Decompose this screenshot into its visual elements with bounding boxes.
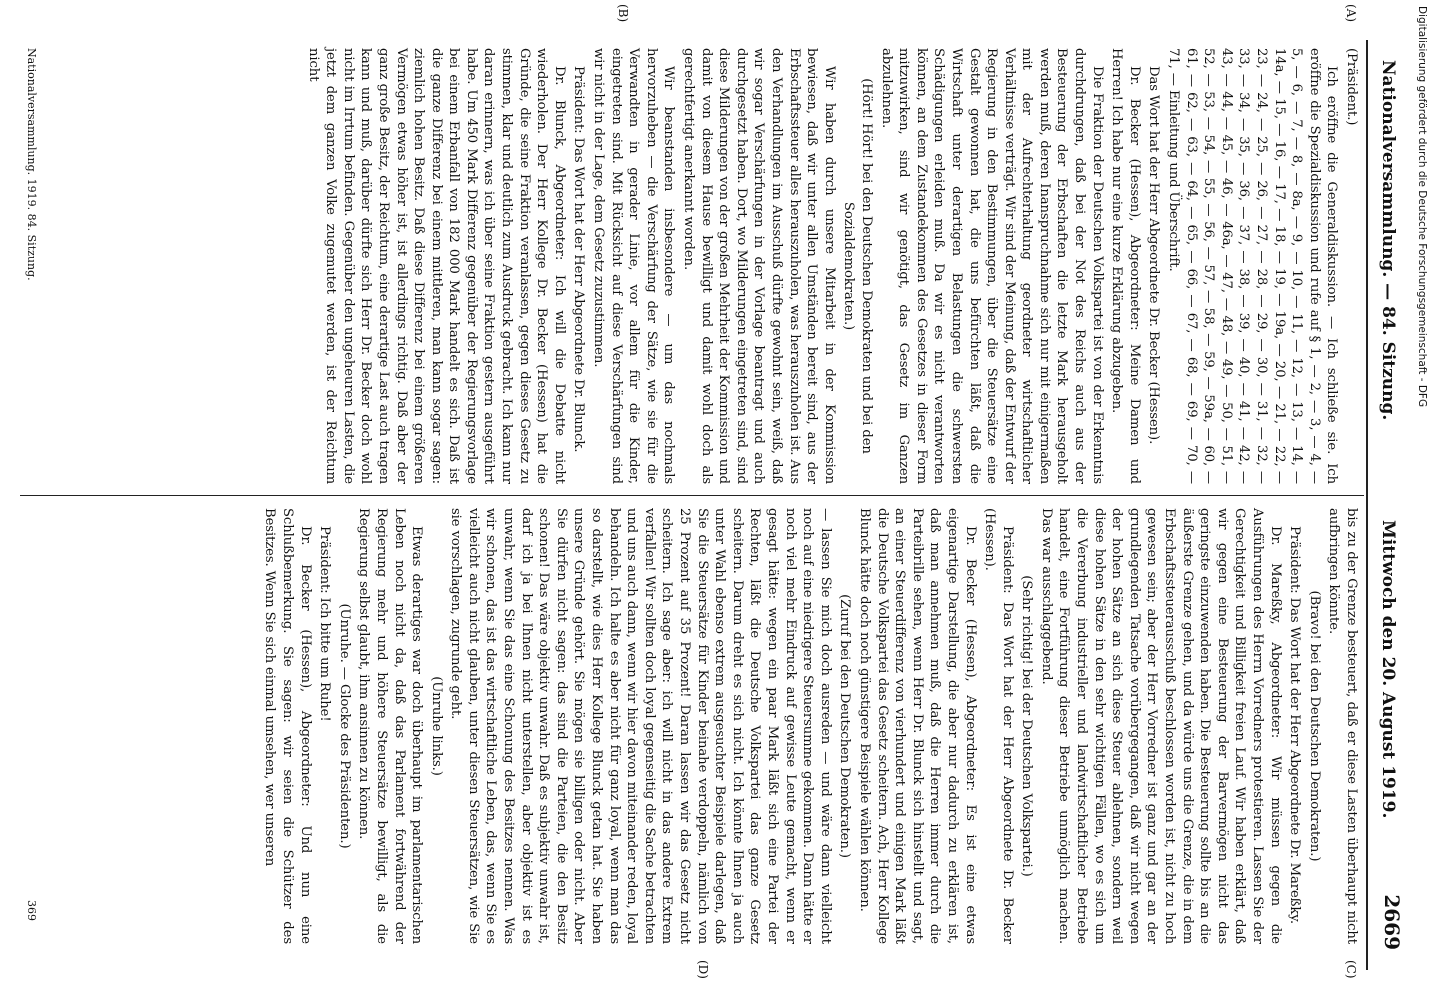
paragraph: Die Fraktion der Deutschen Volkspartei ist von der Erkenntnis durchdrungen, daß bei der Not des Reichs auch aus der Besteuerung der Erbschaften die letzte Mark herausgeholt werden muß, deren Inanspruchnahme sich nur mit einigermaßen mit der Aufrechterhaltung geordneter wirtschaftlicher Verhältnisse verträgt. Wir sind der Meinung, daß der Entwurf der Regierung in den Bestimmungen, über die Steuersätze eine Gestalt gewonnen hat, die uns befürchten läßt, daß die Wirtschaft unter derartigen Belastungen die schwersten Schädigungen erleiden muß. Da wir es nicht verantworten können, an dem Zustandekommen des Gesetzes in dieser Form mitzuwirken, sind wir genötigt, das Gesetz im Ganzen abzulehnen. <box>878 48 1105 484</box>
paragraph: — lassen Sie mich doch ausreden — und wäre dann vielleicht noch auf eine niedrigere Steuersumme gekommen. Dann hätte er noch viel mehr Eindruck auf gewisse Leute gemacht, wenn er gesagt hätte: wegen ein paar Mark läßt sich eine Partei der Rechten, läßt die Deutsche Volkspartei das ganze Gesetz scheitern. Darum dreht es sich nicht. Ich könnte Ihnen ja auch unter Wahl ebenso extrem ausgesuchter Beispiele darlegen, daß Sie die Steuersätze für Kinder beinahe verdoppeln, nämlich von 25 Prozent auf 35 Prozent! Daran lassen wir das Gesetz nicht scheitern. Ich sage aber: ich will nicht in das andere Extrem verfallen! Wir sollten doch loyal gegenseitig die Sache betrachten und uns auch dann, wenn wir hier davon miteinander reden, loyal behandeln. Ich halte es aber nicht für ganz loyal, wenn man das so darstellt, wie dies Herr Kollege Blunck getan hat. Sie haben unsere Gründe gehört. Sie mögen sie billigen oder nicht. Aber Sie dürfen nicht sagen: das sind die Parteien, die den Besitz schonen! Das wäre objektiv unwahr. Daß es subjektiv unwahr ist, darf ich ja bei Ihnen nicht unterstellen, aber objektiv ist es unwahr, wenn Sie das eine Schonung des Besitzes nennen. Was wir schonen, das ist das wirtschaftliche Leben, das, wenn Sie es vielleicht auch nicht glauben, unter diesen Steuersätzen, wie Sie sie vorschlagen, zugrunde geht. <box>448 508 833 944</box>
paragraph: Präsident: Das Wort hat der Herr Abgeordnete Dr. Becker (Hessen). <box>982 508 1015 944</box>
paragraph: Ich eröffne die Generaldiskussion. — Ich schließe sie. Ich eröffne die Spezialdiskussion und rufe auf § 1, — 2, — 3, — 4, — 5, — 6, — 7, — 8, — 8a, — 9, — 10, — 11, — 12, — 13, — 14, — 14a, — 15, — 16, — 17, — 18, — 19, — 19a, — 20, — 21, — 22, — 23, — 24, — 25, — 26, — 27, — 28, — 29, — 30, — 31, — 32, — 33, — 34, — 35, — 36, — 37, — 38, — 39, — 40, — 41, — 42, — 43, — 44, — 45, — 46, — 46a, — 47, — 48, — 49, — 50, — 51, — 52, — 53, — 54, — 55, — 56, — 57, — 58, — 59, — 59a, — 60, — 61, — 62, — 63, — 64, — 65, — 66, — 67, — 68, — 69, — 70, — 71, — Einleitung und Überschrift. <box>1166 48 1340 484</box>
paragraph: Dr. Becker (Hessen), Abgeordneter: Und nun eine Schlußbemerkung. Sie sagen: wir seien die Schützer des Besitzes. Wenn Sie sich einmal umsehen, wer unseren <box>262 508 313 944</box>
interjection: (Bravo! bei den Deutschen Demokraten.) <box>1306 590 1322 862</box>
paragraph: Dr. Mareßky, Abgeordneter: Wir müssen gegen die Ausführungen des Herrn Vorredners protestieren. Lassen Sie der Gerechtigkeit und Billigkeit freien Lauf. Wir haben erklärt, daß wir gegen eine Besteuerung der Barvermögen nicht das geringste einzuwenden haben. Die Besteuerung sollte bis an die äußerste Grenze gehen, und da würde uns die Grenze, die in dem Erbschaftssteuerausschuß beschlossen worden ist, nicht zu hoch gewesen sein; aber der Herr Vorredner ist ganz und gar an der grundlegenden Tatsache vorübergegangen, daß wir nicht wegen der hohen Sätze an sich diese Steuer ablehnen, sondern weil diese hohen Sätze in den sehr wichtigen Fällen, wo es sich um die Vererbung industrieller und landwirtschaftlicher Betriebe handelt, eine Fortführung dieser Betriebe unmöglich machen. Das war ausschlaggebend. <box>1038 508 1283 944</box>
paragraph: Wir beanstanden insbesondere — um das nochmals hervorzuheben — die Verschärfung der Sätze, wie sie für die Verwandten in gerader Linie, vor allem für die Kinder, eingetreten sind. Mit Rücksicht auf diese Verschärfungen sind wir nicht in der Lage, dem Gesetz zuzustimmen. <box>591 48 677 484</box>
footer-left: Nationalversammlung. 1919. 84. Sitzung. <box>25 48 38 281</box>
paragraph: Präsident: Das Wort hat der Herr Abgeordnete Dr. Blunck. <box>571 66 587 453</box>
header-date: Mittwoch den 20. August 1919. <box>1378 520 1398 819</box>
paragraph: Das Wort hat der Herr Abgeordnete Dr. Becker (Hessen). <box>1146 66 1162 445</box>
footer-page-code: 369 <box>25 900 38 921</box>
margin-mark-c: (C) <box>1344 960 1358 979</box>
digitization-text: Digitalisierung gefördert durch die Deutsche Forschungsgemeinschaft - DFG <box>1416 6 1428 408</box>
margin-mark-a: (A) <box>1344 4 1358 23</box>
digitization-note <box>1410 6 1430 996</box>
interjection: (Hört! Hört! bei den Deutschen Demokraten und bei den Sozialdemokraten.) <box>841 78 874 454</box>
paragraph: bis zu der Grenze besteuert, daß er diese Lasten überhaupt nicht aufbringen könnte. <box>1326 508 1359 944</box>
paragraph: Wir haben durch unsere Mitarbeit in der Kommission bewiesen, daß wir unter allen Umständen bereit sind, aus der Erbschaftssteuer alles herauszuholen, was herauszuholen ist. Aus den Verhandlungen im Ausschuß dürfte gewohnt sein, weiß, daß wir sogar Verschärfungen in der Vorlage beantragt und auch durchgesetzt haben. Dort, wo Milderungen eingetreten sind, sind diese Milderungen von der großen Mehrheit der Kommission und damit von diesem Hause bewilligt und damit wohl doch als gerechtfertigt anerkannt worden. <box>681 48 837 484</box>
rotated-page <box>10 0 1410 1000</box>
interjection: (Zuruf bei den Deutschen Demokraten.) <box>837 594 853 858</box>
paragraph: Dr. Becker (Hessen), Abgeordneter: Es ist eine etwas eigenartige Darstellung, die aber nur dadurch zu erklären ist, daß man annehmen muß, daß die Herren immer durch die Parteibrille sehen, wenn Herr Dr. Blunck sich hinstellt und sagt, an einer Steuerdifferenz von vierhundert und einigen Mark läßt die Deutsche Volkspartei das Gesetz scheitern. Ach, Herr Kollege Blunck hätte doch noch günstigere Beispiele wählen können. <box>856 508 978 944</box>
interjection: (Unruhe. — Glocke des Präsidenten.) <box>336 603 352 849</box>
paragraph: (Präsident.) <box>1344 48 1359 126</box>
header-rule <box>1366 40 1368 970</box>
right-column <box>259 508 1360 944</box>
paragraph: Dr. Becker (Hessen), Abgeordneter: Meine Damen und Herren! Ich habe nur eine kurze Erklärung abzugeben. <box>1109 48 1142 484</box>
margin-mark-b: (B) <box>616 4 630 23</box>
interjection: (Unruhe links.) <box>428 676 444 776</box>
interjection: (Sehr richtig! bei der Deutschen Volkspartei.) <box>1019 575 1035 877</box>
paragraph: Dr. Blunck, Abgeordneter: Ich will die Debatte nicht wiederholen. Der Herr Kollege Dr. Becker (Hessen) hat die Gründe, die seine Fraktion veranlassen, gegen dieses Gesetz zu stimmen, klar und deutlich zum Ausdruck gebracht. Ich kann nur daran erinnern, was ich über seine Fraktion gestern ausgeführt habe. Um 450 Mark Differenz gegenüber der Regierungsvorlage bei einem Erbanfall von 182 000 Mark handelt es sich. Daß ist die ganze Differenz bei einem mittleren, man kann sogar sagen: ziemlich hohen Besitz. Daß diese Differenz bei einem größeren Vermögen etwas höher ist, ist allerdings richtig. Daß aber der ganz große Besitz, der Reichtum, eine derartige Last auch tragen kann und muß, darüber dürfte sich Herr Dr. Becker doch wohl nicht im Irrtum befinden. Gegenüber den ungeheuren Lasten, die jetzt dem ganzen Volke zugemutet werden, ist der Reichtum nicht <box>305 48 567 484</box>
page-number: 2669 <box>1380 894 1404 950</box>
header-left: Nationalversammlung. — 84. Sitzung. <box>1378 60 1398 421</box>
paragraph: Präsident: Das Wort hat der Herr Abgeordnete Dr. Mareßky. <box>1287 526 1303 924</box>
paragraph: Etwas derartiges war doch überhaupt im parlamentarischen Leben noch nicht da, daß das Parlament fortwährend der Regierung mehr und höhere Steuersätze bewilligt, als die Regierung selbst glaubt, ihm ansinnen zu können. <box>356 508 425 944</box>
page-header <box>1370 60 1404 960</box>
column-divider <box>20 495 1364 496</box>
paragraph: Präsident: Ich bitte um Ruhe! <box>317 526 333 722</box>
left-column <box>302 48 1360 484</box>
margin-mark-d: (D) <box>696 960 710 979</box>
